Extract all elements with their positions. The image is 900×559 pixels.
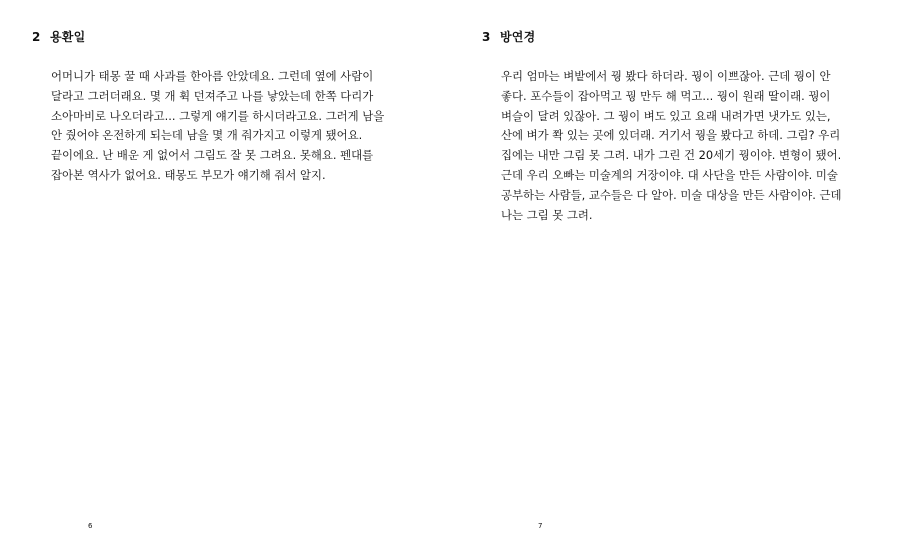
body-line: 안 줬어야 온전하게 되는데 남을 몇 개 줘가지고 이렇게 됐어요.	[51, 128, 363, 143]
body-line: 근데 우리 오빠는 미술계의 거장이야. 대 사단을 만든 사람이야. 미술	[501, 167, 838, 182]
left-heading-number: 2	[32, 30, 41, 44]
body-line: 집에는 내만 그림 못 그려. 내가 그린 건 20세기 꿩이야. 변형이 됐어.	[501, 148, 842, 163]
left-heading-name: 용환일	[50, 30, 86, 44]
body-line: 어머니가 태몽 꿀 때 사과를 한아름 안았데요. 그런데 옆에 사람이	[51, 69, 374, 83]
right-page-heading	[482, 28, 535, 45]
right-heading-number: 3	[482, 30, 491, 44]
left-page-number: 6	[88, 522, 93, 530]
body-line: 우리 엄마는 벼밭에서 꿩 봤다 하더라. 꿩이 이쁘잖아. 근데 꿩이 안	[501, 69, 831, 83]
right-page	[450, 0, 900, 559]
body-line: 소아마비로 나오더라고... 그렇게 얘기를 하시더라고요. 그러게 남을	[51, 108, 385, 123]
body-line: 나는 그림 못 그려.	[501, 207, 593, 222]
right-page-body	[501, 67, 873, 225]
right-heading-name: 방연경	[500, 30, 536, 44]
left-page-heading	[32, 28, 85, 45]
left-page-body	[51, 67, 423, 186]
body-line: 달라고 그러더래요. 몇 개 휙 던져주고 나를 낳았는데 한쪽 다리가	[51, 88, 374, 103]
body-line: 공부하는 사람들, 교수들은 다 알아. 미술 대상을 만든 사람이야. 근데	[501, 187, 842, 202]
body-line: 산에 벼가 쫙 있는 곳에 있더래. 거기서 꿩을 봤다고 하데. 그림? 우리	[501, 128, 841, 143]
body-line: 벼슬이 달려 있잖아. 그 꿩이 벼도 있고 요래 내려가면 냇가도 있는,	[501, 108, 831, 123]
right-page-number: 7	[538, 522, 543, 530]
body-line: 잡아본 역사가 없어요. 태몽도 부모가 얘기해 줘서 알지.	[51, 167, 326, 182]
body-line: 끝이에요. 난 배운 게 없어서 그림도 잘 못 그려요. 못해요. 펜대를	[51, 148, 374, 163]
body-line: 좋다. 포수들이 잡아먹고 꿩 만두 해 먹고... 꿩이 원래 딸이래. 꿩이	[501, 88, 831, 103]
